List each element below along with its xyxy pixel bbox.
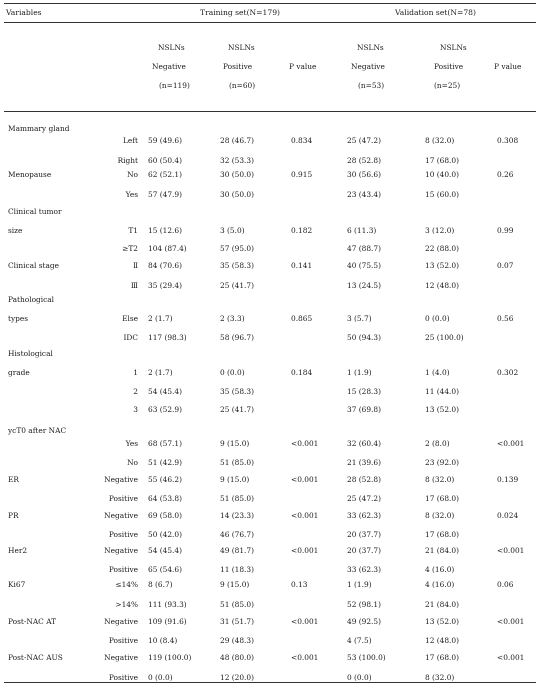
training-negative-cell: 35 (29.4) [148, 281, 182, 290]
validation-p-value-cell: 0.99 [497, 226, 514, 235]
validation-negative-cell: 28 (52.8) [347, 156, 381, 165]
validation-negative-cell: 25 (47.2) [347, 494, 381, 503]
training-negative-cell: 15 (12.6) [148, 226, 182, 235]
validation-negative-cell: 33 (62.3) [347, 565, 381, 574]
training-positive-cell: 3 (5.0) [220, 226, 245, 235]
validation-negative-cell: 49 (92.5) [347, 617, 381, 626]
subheader-rule [4, 111, 536, 112]
level-cell: 2 [133, 387, 138, 396]
training-positive-cell: 29 (48.3) [220, 636, 254, 645]
level-cell: Negative [104, 653, 138, 662]
training-positive-cell: 28 (46.7) [220, 136, 254, 145]
training-neg-line1: NSLNs [158, 43, 185, 52]
training-negative-cell: 60 (50.4) [148, 156, 182, 165]
training-negative-cell: 59 (49.6) [148, 136, 182, 145]
validation-pos-line2: Positive [434, 62, 464, 71]
header-rule [4, 22, 536, 23]
level-cell: Positive [108, 530, 138, 539]
training-p-value-cell: <0.001 [291, 653, 319, 662]
validation-p-value-cell: 0.139 [497, 475, 519, 484]
level-cell: Ⅱ [132, 261, 138, 270]
training-positive-cell: 57 (95.0) [220, 244, 254, 253]
validation-positive-cell: 8 (32.0) [425, 136, 455, 145]
validation-positive-cell: 21 (84.0) [425, 546, 459, 555]
level-cell: Yes [125, 439, 138, 448]
variable-label: Pathological [8, 295, 55, 304]
header-training-set: Training set(N=179) [200, 8, 281, 17]
training-negative-cell: 50 (42.0) [148, 530, 182, 539]
validation-negative-cell: 20 (37.7) [347, 530, 381, 539]
validation-positive-cell: 17 (68.0) [425, 156, 459, 165]
variable-label: Menopause [8, 170, 52, 179]
training-negative-cell: 8 (6.7) [148, 580, 173, 589]
level-cell: Negative [104, 617, 138, 626]
training-negative-cell: 117 (98.3) [148, 333, 187, 342]
top-rule [4, 3, 536, 4]
training-positive-cell: 51 (85.0) [220, 494, 254, 503]
header-variables: Variables [6, 8, 42, 17]
training-positive-cell: 0 (0.0) [220, 368, 245, 377]
variable-label: types [8, 314, 29, 323]
validation-negative-cell: 0 (0.0) [347, 673, 372, 682]
training-positive-cell: 25 (41.7) [220, 281, 254, 290]
training-positive-cell: 32 (53.3) [220, 156, 254, 165]
training-p-value-header: P value [289, 62, 317, 71]
validation-positive-cell: 1 (4.0) [425, 368, 450, 377]
validation-neg-line1: NSLNs [357, 43, 384, 52]
level-cell: No [127, 458, 138, 467]
training-p-value-cell: 0.141 [291, 261, 313, 270]
validation-positive-cell: 4 (16.0) [425, 580, 455, 589]
training-pos-line2: Positive [223, 62, 253, 71]
validation-negative-cell: 4 (7.5) [347, 636, 372, 645]
level-cell: >14% [115, 600, 138, 609]
training-pos-line1: NSLNs [228, 43, 255, 52]
validation-negative-cell: 13 (24.5) [347, 281, 381, 290]
validation-negative-cell: 3 (5.7) [347, 314, 372, 323]
validation-positive-cell: 22 (88.0) [425, 244, 459, 253]
training-positive-cell: 35 (58.3) [220, 261, 254, 270]
validation-positive-cell: 0 (0.0) [425, 314, 450, 323]
validation-neg-line2: Negative [351, 62, 385, 71]
training-negative-cell: 2 (1.7) [148, 368, 173, 377]
training-positive-cell: 11 (18.3) [220, 565, 254, 574]
validation-positive-cell: 12 (48.0) [425, 281, 459, 290]
training-negative-cell: 51 (42.9) [148, 458, 182, 467]
variable-label: ER [8, 475, 19, 484]
level-cell: T1 [128, 226, 138, 235]
training-negative-cell: 54 (45.4) [148, 546, 182, 555]
variable-label: Histological [8, 349, 53, 358]
validation-negative-cell: 52 (98.1) [347, 600, 381, 609]
validation-p-value-cell: <0.001 [497, 439, 525, 448]
level-cell: Positive [108, 565, 138, 574]
validation-negative-cell: 1 (1.9) [347, 368, 372, 377]
training-negative-cell: 2 (1.7) [148, 314, 173, 323]
training-p-value-cell: <0.001 [291, 511, 319, 520]
training-negative-cell: 63 (52.9) [148, 405, 182, 414]
variable-label: Post-NAC AUS [8, 653, 63, 662]
validation-positive-cell: 13 (52.0) [425, 261, 459, 270]
bottom-rule [4, 682, 536, 683]
validation-negative-cell: 53 (100.0) [347, 653, 386, 662]
validation-p-value-cell: <0.001 [497, 617, 525, 626]
validation-negative-cell: 32 (60.4) [347, 439, 381, 448]
validation-positive-cell: 17 (68.0) [425, 530, 459, 539]
validation-p-value-header: P value [494, 62, 522, 71]
training-negative-cell: 69 (58.0) [148, 511, 182, 520]
validation-positive-cell: 3 (12.0) [425, 226, 455, 235]
validation-p-value-cell: 0.06 [497, 580, 514, 589]
variable-label: size [8, 226, 23, 235]
training-negative-cell: 68 (57.1) [148, 439, 182, 448]
level-cell: Positive [108, 636, 138, 645]
variable-label: PR [8, 511, 19, 520]
level-cell: IDC [123, 333, 138, 342]
training-p-value-cell: <0.001 [291, 617, 319, 626]
validation-neg-line3: (n=53) [358, 81, 385, 90]
level-cell: Negative [104, 511, 138, 520]
validation-positive-cell: 15 (60.0) [425, 190, 459, 199]
training-p-value-cell: 0.13 [291, 580, 308, 589]
variable-label: grade [8, 368, 30, 377]
training-negative-cell: 84 (70.6) [148, 261, 182, 270]
training-positive-cell: 14 (23.3) [220, 511, 254, 520]
training-positive-cell: 9 (15.0) [220, 475, 250, 484]
validation-positive-cell: 8 (32.0) [425, 511, 455, 520]
validation-p-value-cell: 0.26 [497, 170, 514, 179]
training-negative-cell: 55 (46.2) [148, 475, 182, 484]
training-positive-cell: 9 (15.0) [220, 580, 250, 589]
training-negative-cell: 54 (45.4) [148, 387, 182, 396]
level-cell: Else [122, 314, 138, 323]
validation-negative-cell: 30 (56.6) [347, 170, 381, 179]
training-positive-cell: 12 (20.0) [220, 673, 254, 682]
training-negative-cell: 62 (52.1) [148, 170, 182, 179]
training-positive-cell: 49 (81.7) [220, 546, 254, 555]
validation-negative-cell: 21 (39.6) [347, 458, 381, 467]
training-negative-cell: 65 (54.6) [148, 565, 182, 574]
level-cell: ≤14% [115, 580, 138, 589]
training-p-value-cell: <0.001 [291, 546, 319, 555]
validation-positive-cell: 11 (44.0) [425, 387, 459, 396]
validation-positive-cell: 4 (16.0) [425, 565, 455, 574]
training-positive-cell: 46 (76.7) [220, 530, 254, 539]
validation-positive-cell: 13 (52.0) [425, 617, 459, 626]
validation-positive-cell: 23 (92.0) [425, 458, 459, 467]
training-positive-cell: 31 (51.7) [220, 617, 254, 626]
training-negative-cell: 10 (8.4) [148, 636, 178, 645]
validation-negative-cell: 23 (43.4) [347, 190, 381, 199]
variable-label: Clinical tumor [8, 207, 62, 216]
variable-label: ycT0 after NAC [8, 426, 67, 435]
training-p-value-cell: 0.915 [291, 170, 313, 179]
training-negative-cell: 111 (93.3) [148, 600, 187, 609]
validation-negative-cell: 33 (62.3) [347, 511, 381, 520]
validation-negative-cell: 6 (11.3) [347, 226, 377, 235]
level-cell: Ⅲ [130, 281, 138, 290]
validation-pos-line3: (n=25) [434, 81, 461, 90]
validation-p-value-cell: 0.56 [497, 314, 514, 323]
validation-p-value-cell: <0.001 [497, 653, 525, 662]
variable-label: Ki67 [8, 580, 26, 589]
training-negative-cell: 0 (0.0) [148, 673, 173, 682]
level-cell: Positive [108, 673, 138, 682]
training-p-value-cell: <0.001 [291, 439, 319, 448]
level-cell: Negative [104, 475, 138, 484]
validation-p-value-cell: 0.302 [497, 368, 519, 377]
training-p-value-cell: 0.834 [291, 136, 313, 145]
training-positive-cell: 25 (41.7) [220, 405, 254, 414]
training-negative-cell: 57 (47.9) [148, 190, 182, 199]
validation-p-value-cell: <0.001 [497, 546, 525, 555]
level-cell: Right [117, 156, 138, 165]
validation-negative-cell: 1 (1.9) [347, 580, 372, 589]
training-positive-cell: 58 (96.7) [220, 333, 254, 342]
validation-negative-cell: 40 (75.5) [347, 261, 381, 270]
validation-negative-cell: 28 (52.8) [347, 475, 381, 484]
validation-negative-cell: 50 (94.3) [347, 333, 381, 342]
validation-p-value-cell: 0.024 [497, 511, 519, 520]
validation-p-value-cell: 0.07 [497, 261, 514, 270]
training-negative-cell: 109 (91.6) [148, 617, 187, 626]
training-positive-cell: 48 (80.0) [220, 653, 254, 662]
level-cell: 3 [133, 405, 138, 414]
training-positive-cell: 51 (85.0) [220, 458, 254, 467]
level-cell: Positive [108, 494, 138, 503]
training-p-value-cell: 0.184 [291, 368, 313, 377]
validation-positive-cell: 25 (100.0) [425, 333, 464, 342]
validation-positive-cell: 12 (48.0) [425, 636, 459, 645]
validation-positive-cell: 17 (68.0) [425, 653, 459, 662]
level-cell: Negative [104, 546, 138, 555]
validation-negative-cell: 47 (88.7) [347, 244, 381, 253]
validation-pos-line1: NSLNs [440, 43, 467, 52]
level-cell: Yes [125, 190, 138, 199]
training-positive-cell: 51 (85.0) [220, 600, 254, 609]
validation-negative-cell: 25 (47.2) [347, 136, 381, 145]
training-p-value-cell: 0.865 [291, 314, 313, 323]
validation-positive-cell: 17 (68.0) [425, 494, 459, 503]
validation-positive-cell: 21 (84.0) [425, 600, 459, 609]
validation-positive-cell: 10 (40.0) [425, 170, 459, 179]
training-neg-line2: Negative [152, 62, 186, 71]
level-cell: No [127, 170, 138, 179]
validation-negative-cell: 15 (28.3) [347, 387, 381, 396]
validation-p-value-cell: 0.308 [497, 136, 519, 145]
training-pos-line3: (n=60) [229, 81, 256, 90]
variable-label: Mammary gland [8, 124, 70, 133]
validation-positive-cell: 8 (32.0) [425, 673, 455, 682]
validation-negative-cell: 20 (37.7) [347, 546, 381, 555]
header-validation-set: Validation set(N=78) [395, 8, 476, 17]
training-positive-cell: 35 (58.3) [220, 387, 254, 396]
training-positive-cell: 30 (50.0) [220, 170, 254, 179]
variable-label: Clinical stage [8, 261, 60, 270]
training-positive-cell: 30 (50.0) [220, 190, 254, 199]
variable-label: Post-NAC AT [8, 617, 57, 626]
validation-positive-cell: 2 (8.0) [425, 439, 450, 448]
training-neg-line3: (n=119) [159, 81, 190, 90]
level-cell: ≥T2 [122, 244, 138, 253]
validation-positive-cell: 8 (32.0) [425, 475, 455, 484]
training-negative-cell: 119 (100.0) [148, 653, 192, 662]
level-cell: Left [123, 136, 138, 145]
training-positive-cell: 9 (15.0) [220, 439, 250, 448]
training-p-value-cell: 0.182 [291, 226, 313, 235]
level-cell: 1 [133, 368, 138, 377]
validation-negative-cell: 37 (69.8) [347, 405, 381, 414]
training-p-value-cell: <0.001 [291, 475, 319, 484]
training-negative-cell: 104 (87.4) [148, 244, 187, 253]
validation-positive-cell: 13 (52.0) [425, 405, 459, 414]
variable-label: Her2 [8, 546, 28, 555]
training-positive-cell: 2 (3.3) [220, 314, 245, 323]
training-negative-cell: 64 (53.8) [148, 494, 182, 503]
